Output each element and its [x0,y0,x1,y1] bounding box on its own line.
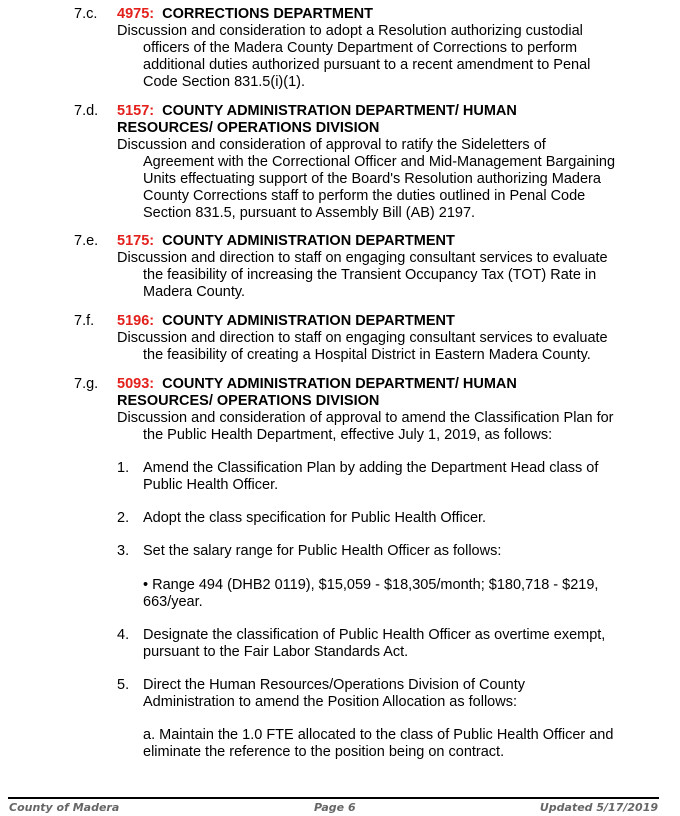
sub-item-number: 4. [117,627,130,643]
file-number: 4975: [117,6,155,22]
desc-line: Madera County. [143,284,246,300]
sub-line: a. Maintain the 1.0 FTE allocated to the class of Public Health Officer and [143,727,614,743]
sub-line: Direct the Human Resources/Operations Division of County [143,677,525,693]
sub-line: Public Health Officer. [143,477,279,493]
item-number: 7.g. [74,376,99,392]
item-number: 7.d. [74,103,99,119]
department-line2: RESOURCES/ OPERATIONS DIVISION [117,120,380,136]
desc-line: the Public Health Department, effective July 1, 2019, as follows: [143,427,553,443]
desc-line: officers of the Madera County Department of Corrections to perform [143,40,578,56]
sub-line: Set the salary range for Public Health Officer as follows: [143,543,502,559]
footer-county: County of Madera [9,801,120,814]
sub-line: • Range 494 (DHB2 0119), $15,059 - $18,305/month; $180,718 - $219, [143,577,599,593]
desc-line: Agreement with the Correctional Officer and Mid-Management Bargaining [143,154,616,170]
desc-line: the feasibility of increasing the Transient Occupancy Tax (TOT) Rate in [143,267,597,283]
sub-item-text [143,627,623,661]
sub-item-text [143,543,623,560]
sub-line: 663/year. [143,594,203,610]
desc-line: Discussion and consideration to adopt a Resolution authorizing custodial [117,23,583,39]
department: COUNTY ADMINISTRATION DEPARTMENT [162,233,455,249]
sub-item-text [143,677,623,711]
department-line2: RESOURCES/ OPERATIONS DIVISION [117,393,380,409]
desc-line: Section 831.5, pursuant to Assembly Bill (AB) 2197. [143,205,476,221]
footer-divider [8,797,659,799]
department: COUNTY ADMINISTRATION DEPARTMENT/ HUMAN [162,103,517,119]
footer-updated-date: Updated 5/17/2019 [539,801,658,814]
desc-line: additional duties authorized pursuant to a recent amendment to Penal [143,57,591,73]
item-description [117,410,617,444]
desc-line: the feasibility of creating a Hospital District in Eastern Madera County. [143,347,591,363]
desc-line: Code Section 831.5(i)(1). [143,74,305,90]
item-heading [117,233,637,250]
file-number: 5175: [117,233,155,249]
sub-line: pursuant to the Fair Labor Standards Act. [143,644,409,660]
item-number: 7.c. [74,6,98,22]
sub-line: Adopt the class specification for Public Health Officer. [143,510,487,526]
desc-line: Discussion and direction to staff on engaging consultant services to evaluate [117,330,608,346]
sub-line: Designate the classification of Public Health Officer as overtime exempt, [143,627,606,643]
sub-line: Administration to amend the Position Allocation as follows: [143,694,517,710]
sub-item-number: 3. [117,543,130,559]
sub-item-number: 5. [117,677,130,693]
file-number: 5157: [117,103,155,119]
sub-item-text [143,577,623,611]
desc-line: Discussion and direction to staff on engaging consultant services to evaluate [117,250,608,266]
item-heading [117,376,637,410]
item-number: 7.e. [74,233,99,249]
item-heading [117,313,637,330]
department: COUNTY ADMINISTRATION DEPARTMENT/ HUMAN [162,376,517,392]
department: COUNTY ADMINISTRATION DEPARTMENT [162,313,455,329]
department: CORRECTIONS DEPARTMENT [162,6,373,22]
footer-page-number: Page 6 [314,801,356,814]
desc-line: Discussion and consideration of approval to amend the Classification Plan for [117,410,614,426]
item-description [117,330,617,364]
sub-item-text [143,510,623,527]
file-number: 5093: [117,376,155,392]
item-description [117,23,617,91]
item-heading [117,103,637,137]
sub-line: Amend the Classification Plan by adding the Department Head class of [143,460,599,476]
sub-item-text [143,727,623,761]
sub-line: eliminate the reference to the position being on contract. [143,744,505,760]
sub-item-number: 2. [117,510,130,526]
file-number: 5196: [117,313,155,329]
item-number: 7.f. [74,313,95,329]
sub-item-number: 1. [117,460,130,476]
item-description [117,250,617,301]
desc-line: Units effectuating support of the Board's Resolution authorizing Madera [143,171,601,187]
desc-line: County Corrections staff to perform the duties outlined in Penal Code [143,188,586,204]
desc-line: Discussion and consideration of approval to ratify the Sideletters of [117,137,546,153]
sub-item-text [143,460,623,494]
item-heading [117,6,637,23]
item-description [117,137,617,222]
